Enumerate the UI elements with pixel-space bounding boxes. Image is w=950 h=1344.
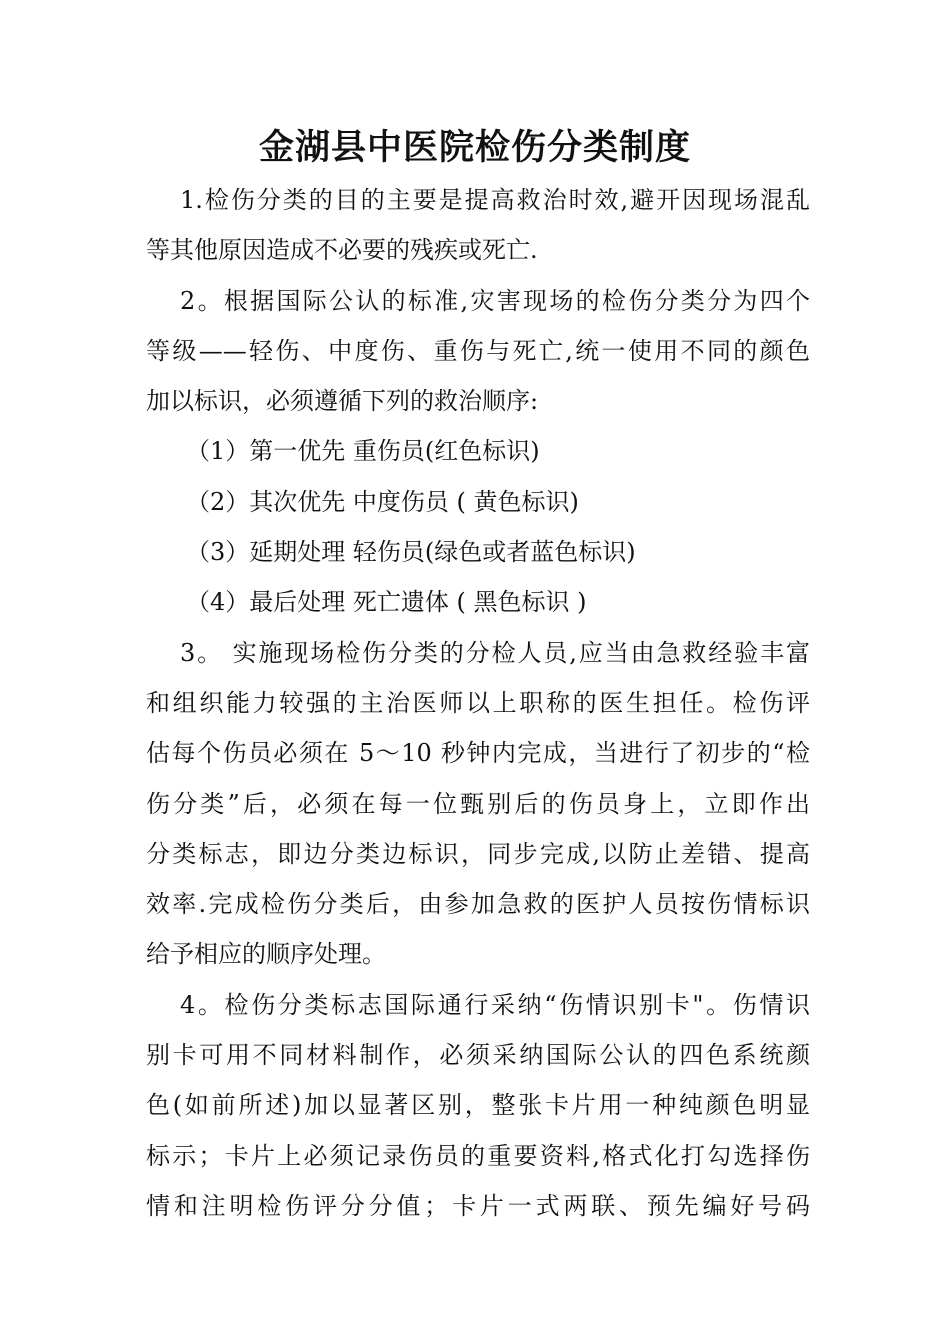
paragraph-3-line: 和组织能力较强的主治医师以上职称的医生担任。检伤评 [146, 688, 810, 717]
paragraph-2-line: 加以标识，必须遵循下列的救治顺序: [146, 387, 539, 416]
priority-list [146, 426, 810, 627]
priority-item: （1）第一优先 重伤员(红色标识) [186, 437, 540, 466]
paragraph-4-line: 色(如前所述)加以显著区别，整张卡片用一种纯颜色明显 [146, 1091, 810, 1120]
paragraph-2-line: 等级——轻伤、中度伤、重伤与死亡,统一使用不同的颜色 [146, 336, 810, 365]
paragraph-4-line: 4。检伤分类标志国际通行采纳“伤情识别卡"。伤情识 [180, 990, 810, 1019]
document-body [146, 175, 810, 1231]
paragraph-4-line: 情和注明检伤评分分值；卡片一式两联、预先编好号码 [146, 1191, 810, 1220]
paragraph-3-line: 估每个伤员必须在 5～10 秒钟内完成，当进行了初步的“检 [146, 739, 810, 768]
paragraph-2-line: 2。根据国际公认的标准,灾害现场的检伤分类分为四个 [180, 286, 810, 315]
document-title: 金湖县中医院检伤分类制度 [258, 127, 691, 168]
paragraph-4 [146, 980, 810, 1231]
paragraph-3 [146, 628, 810, 980]
paragraph-4-line: 别卡可用不同材料制作，必须采纳国际公认的四色系统颜 [146, 1041, 810, 1070]
paragraph-3-line: 分类标志，即边分类边标识，同步完成,以防止差错、提高 [146, 839, 810, 868]
paragraph-1 [146, 175, 810, 276]
paragraph-2 [146, 276, 810, 427]
paragraph-3-line: 伤分类”后，必须在每一位甄别后的伤员身上，立即作出 [146, 789, 810, 818]
paragraph-1-line: 等其他原因造成不必要的残疾或死亡. [146, 236, 538, 265]
priority-item: （2）其次优先 中度伤员 ( 黄色标识) [186, 487, 579, 516]
priority-item: （3）延期处理 轻伤员(绿色或者蓝色标识) [186, 538, 636, 567]
paragraph-3-line: 效率.完成检伤分类后，由参加急救的医护人员按伤情标识 [146, 890, 810, 919]
paragraph-3-line: 给予相应的顺序处理。 [146, 940, 386, 969]
paragraph-1-line: 1.检伤分类的目的主要是提高救治时效,避开因现场混乱 [180, 186, 810, 214]
paragraph-4-line: 标示；卡片上必须记录伤员的重要资料,格式化打勾选择伤 [146, 1141, 810, 1170]
paragraph-3-line: 3。 实施现场检伤分类的分检人员,应当由急救经验丰富 [180, 638, 810, 667]
priority-item: （4）最后处理 死亡遗体 ( 黑色标识 ) [186, 588, 587, 617]
